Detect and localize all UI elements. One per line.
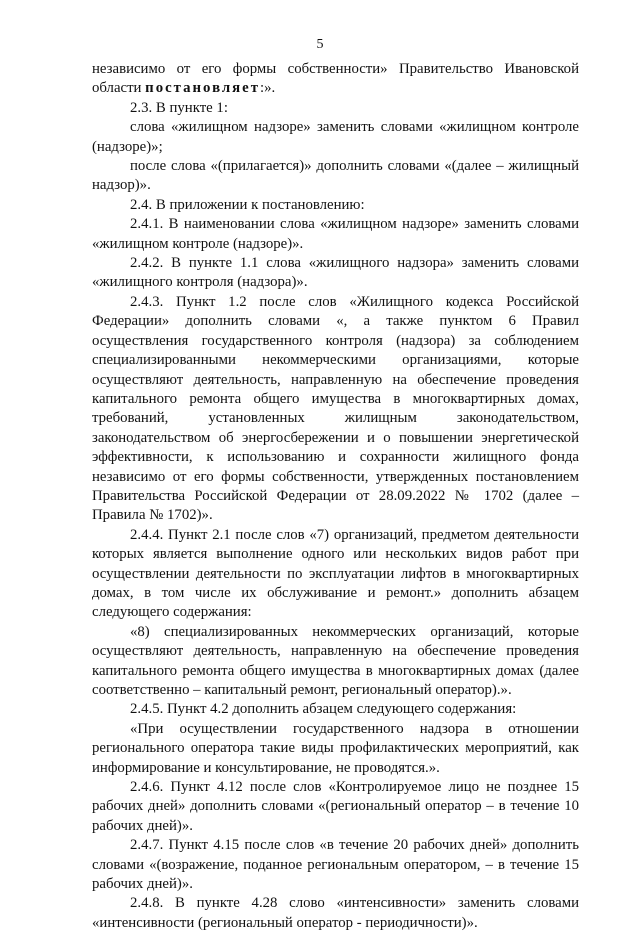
paragraph-continuation (92, 60, 579, 99)
paragraph-2-3: 2.3. В пункте 1: (130, 99, 228, 116)
paragraph-2-4: 2.4. В приложении к постановлению: (130, 196, 365, 213)
paragraph-quote-supervision: «При осуществлении государственного надзора в отношении регионального оператора такие виды профилактических мероприятий, как информирование и консультирование, не проводятся.». (92, 720, 579, 776)
paragraph-add-words: после слова «(прилагается)» дополнить словами «(далее – жилищный надзор)». (92, 158, 579, 194)
paragraph-2-4-2: 2.4.2. В пункте 1.1 слова «жилищного надзора» заменить словами «жилищного контроля (надзора)». (92, 255, 579, 291)
emphasized-word: постановляет (145, 80, 261, 97)
paragraph-replace-words: слова «жилищном надзоре» заменить словами «жилищном контроле (надзоре)»; (92, 119, 579, 155)
paragraph-2-4-4: 2.4.4. Пункт 2.1 после слов «7) организаций, предметом деятельности которых является выполнение одного или нескольких видов работ при осуществлении деятельности по эксплуатации лифтов в многоквартирных домах, в том числе их обслуживание и ремонт.» дополнить абзацем следующего содержания: (92, 526, 579, 621)
page-number: 5 (316, 37, 324, 52)
paragraph-quote-8: «8) специализированных некоммерческих организаций, которые осуществляют деятельность, направленную на обеспечение проведения капитального ремонта общего имущества в многоквартирных домах (далее соответственно – капитальный ремонт, региональный оператор).». (92, 623, 579, 698)
paragraph-text-end: :». (260, 80, 276, 97)
paragraph-2-4-8: 2.4.8. В пункте 4.28 слово «интенсивности» заменить словами «интенсивности (региональный оператор - периодичности)». (92, 895, 579, 931)
paragraph-2-4-3: 2.4.3. Пункт 1.2 после слов «Жилищного кодекса Российской Федерации» дополнить словами «, а также пунктом 6 Правил осуществления государственного контроля (надзора) за соблюдением специализированными некоммерческими организациями, которые осуществляют деятельность, направленную на обеспечение проведения капитального ремонта общего имущества в многоквартирных домах, требований, установленных жилищным законодательством, законодательством об энергосбережении и о повышении энергетической эффективности, к использованию и сохранности жилищного фонда независимо от его формы собственности, утвержденных постановлением Правительства Российской Федерации от 28.09.2022 № 1702 (далее – Правила № 1702)». (92, 293, 579, 524)
paragraph-text: независимо от его формы собственности» Правительство Ивановской области (92, 61, 579, 97)
document-body (92, 60, 579, 933)
paragraph-2-4-5: 2.4.5. Пункт 4.2 дополнить абзацем следующего содержания: (130, 701, 517, 718)
paragraph-2-4-7: 2.4.7. Пункт 4.15 после слов «в течение 20 рабочих дней» дополнить словами «(возражение, поданное региональным оператором, – в течение 15 рабочих дней)». (92, 837, 579, 893)
paragraph-2-4-1: 2.4.1. В наименовании слова «жилищном надзоре» заменить словами «жилищном контроле (надзоре)». (92, 216, 579, 252)
paragraph-2-4-6: 2.4.6. Пункт 4.12 после слов «Контролируемое лицо не позднее 15 рабочих дней» дополнить словами «(региональный оператор – в течение 10 рабочих дней)». (92, 779, 579, 834)
